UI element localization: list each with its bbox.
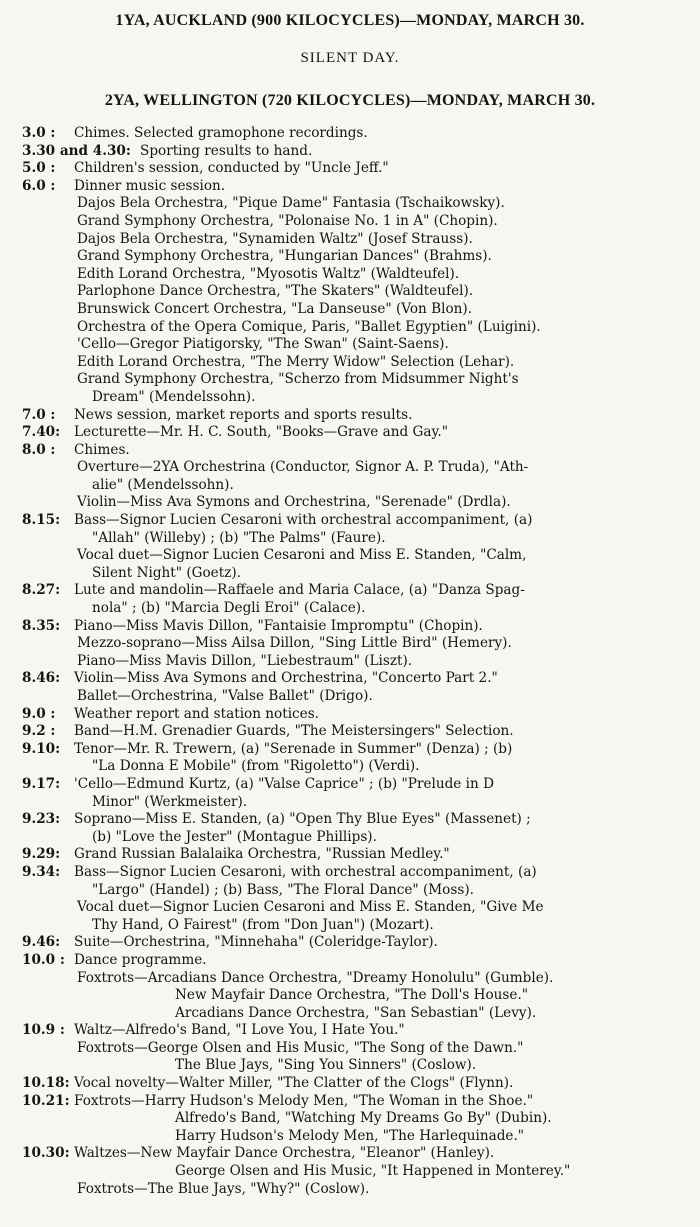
entry-time: 9.23:	[22, 811, 61, 828]
program-entry	[22, 864, 696, 882]
program-line: Dajos Bela Orchestra, "Pique Dame" Fantasia (Tschaikowsky).	[77, 195, 505, 212]
program-line: The Blue Jays, "Sing You Sinners" (Coslow).	[175, 1057, 477, 1074]
program-line: Arcadians Dance Orchestra, "San Sebastian" (Levy).	[175, 1004, 537, 1021]
entry-text: 'Cello—Edmund Kurtz, (a) "Valse Caprice" ; (b) "Prelude in D	[74, 775, 494, 792]
program-line: Silent Night" (Goetz).	[92, 564, 241, 581]
program-line: Harry Hudson's Melody Men, "The Harlequinade."	[175, 1127, 525, 1144]
entry-text: Dance programme.	[74, 951, 207, 968]
program-line: "Allah" (Willeby) ; (b) "The Palms" (Faure).	[92, 529, 386, 546]
program-entry	[22, 407, 696, 425]
program-line: Grand Symphony Orchestra, "Scherzo from Midsummer Night's	[77, 371, 519, 388]
program-line: alie" (Mendelssohn).	[92, 476, 234, 493]
entry-time: 10.0 :	[22, 951, 65, 968]
entry-text: Dinner music session.	[74, 177, 226, 194]
entry-text: Grand Russian Balalaika Orchestra, "Russian Medley."	[74, 846, 450, 863]
entry-time: 10.9 :	[22, 1022, 65, 1039]
entry-text: Lute and mandolin—Raffaele and Maria Calace, (a) "Danza Spag-	[74, 582, 525, 599]
program-entry	[22, 442, 696, 460]
entry-text: Suite—Orchestrina, "Minnehaha" (Coleridge-Taylor).	[74, 934, 438, 951]
program-line: 'Cello—Gregor Piatigorsky, "The Swan" (Saint-Saens).	[77, 336, 449, 353]
entry-time: 8.35:	[22, 617, 61, 634]
program-line: Violin—Miss Ava Symons and Orchestrina, "Serenade" (Drdla).	[77, 494, 511, 511]
program-entry	[22, 846, 696, 864]
program-line: Edith Lorand Orchestra, "The Merry Widow" Selection (Lehar).	[77, 353, 515, 370]
program-entry	[22, 741, 696, 759]
program-entry	[22, 512, 696, 530]
entry-time: 10.18:	[22, 1075, 70, 1092]
program-line: Overture—2YA Orchestrina (Conductor, Signor A. P. Truda), "Ath-	[77, 459, 529, 476]
program-line: Brunswick Concert Orchestra, "La Danseuse" (Von Blon).	[77, 300, 473, 317]
program-line: Thy Hand, O Fairest" (from "Don Juan") (Mozart).	[92, 916, 434, 933]
program-line: Vocal duet—Signor Lucien Cesaroni and Miss E. Standen, "Give Me	[77, 899, 544, 916]
entry-time: 3.30 and 4.30:	[22, 142, 131, 159]
entry-time: 5.0 :	[22, 160, 56, 177]
program-line: Ballet—Orchestrina, "Valse Ballet" (Drigo).	[77, 688, 373, 704]
program-entry	[22, 1022, 696, 1040]
entry-text: Tenor—Mr. R. Trewern, (a) "Serenade in Summer" (Denza) ; (b)	[74, 740, 513, 757]
program-line: Dream" (Mendelssohn).	[92, 388, 256, 405]
program-entry	[22, 582, 696, 600]
entry-time: 3.0 :	[22, 125, 56, 141]
program-line: George Olsen and His Music, "It Happened in Monterey."	[175, 1163, 571, 1180]
entry-text: Band—H.M. Grenadier Guards, "The Meistersingers" Selection.	[74, 723, 514, 740]
entry-time: 9.46:	[22, 934, 61, 951]
program-line: Piano—Miss Mavis Dillon, "Liebestraum" (Liszt).	[77, 652, 413, 669]
program-line: Foxtrots—Arcadians Dance Orchestra, "Dreamy Honolulu" (Gumble).	[77, 969, 554, 986]
program-line: New Mayfair Dance Orchestra, "The Doll's House."	[175, 987, 529, 1004]
entry-time: 7.0 :	[22, 406, 56, 423]
program-line: Edith Lorand Orchestra, "Myosotis Waltz" (Waldteufel).	[77, 265, 460, 282]
entry-time: 9.10:	[22, 740, 61, 757]
entry-time: 10.30:	[22, 1145, 70, 1162]
program-line: Parlophone Dance Orchestra, "The Skaters" (Waldteufel).	[77, 283, 474, 300]
entry-time: 9.29:	[22, 846, 61, 863]
entry-text: Bass—Signor Lucien Cesaroni, with orchestral accompaniment, (a)	[74, 863, 537, 880]
program-entry	[22, 1075, 696, 1093]
station-header-2ya: 2YA, WELLINGTON (720 KILOCYCLES)—MONDAY, MARCH 30.	[104, 92, 596, 109]
program-entry	[22, 1093, 696, 1111]
entry-text: News session, market reports and sports results.	[74, 406, 413, 423]
entry-time: 6.0 :	[22, 177, 56, 194]
entry-time: 10.21:	[22, 1092, 70, 1109]
silent-day-note: SILENT DAY.	[300, 50, 400, 66]
program-entry	[22, 952, 696, 970]
program-entry	[22, 723, 696, 741]
entry-time: 8.15:	[22, 512, 61, 529]
program-entry	[22, 178, 696, 196]
program-entry	[22, 706, 696, 724]
program-entry	[22, 160, 696, 178]
program-line: Foxtrots—George Olsen and His Music, "The Song of the Dawn."	[77, 1039, 524, 1056]
program-listing	[22, 125, 696, 1198]
entry-time: 9.17:	[22, 775, 61, 792]
program-line: Minor" (Werkmeister).	[92, 793, 248, 810]
entry-time: 9.0 :	[22, 705, 56, 722]
entry-text: Weather report and station notices.	[74, 705, 320, 722]
entry-text: Waltz—Alfredo's Band, "I Love You, I Hate You."	[74, 1022, 405, 1039]
entry-text: Chimes.	[74, 441, 130, 458]
entry-time: 9.2 :	[22, 723, 56, 740]
station-header-1ya: 1YA, AUCKLAND (900 KILOCYCLES)—MONDAY, MARCH 30.	[115, 12, 585, 29]
entry-text: Foxtrots—Harry Hudson's Melody Men, "The Woman in the Shoe."	[74, 1092, 534, 1109]
entry-time: 8.46:	[22, 670, 61, 687]
entry-text: Piano—Miss Mavis Dillon, "Fantaisie Impromptu" (Chopin).	[74, 617, 483, 634]
program-line: "La Donna E Mobile" (from "Rigoletto") (Verdi).	[92, 758, 420, 775]
entry-text: Lecturette—Mr. H. C. South, "Books—Grave and Gay."	[74, 424, 448, 441]
entry-text: Soprano—Miss E. Standen, (a) "Open Thy Blue Eyes" (Massenet) ;	[74, 811, 531, 828]
entry-time: 8.0 :	[22, 441, 56, 458]
entry-text: Violin—Miss Ava Symons and Orchestrina, "Concerto Part 2."	[74, 670, 498, 687]
program-line: Orchestra of the Opera Comique, Paris, "Ballet Egyptien" (Luigini).	[77, 318, 541, 335]
program-line: Dajos Bela Orchestra, "Synamiden Waltz" (Josef Strauss).	[77, 230, 473, 247]
entry-time: 7.40:	[22, 424, 61, 441]
program-line: "Largo" (Handel) ; (b) Bass, "The Floral Dance" (Moss).	[92, 881, 474, 898]
program-line: Grand Symphony Orchestra, "Polonaise No. 1 in A" (Chopin).	[77, 212, 498, 229]
entry-time: 8.27:	[22, 582, 61, 599]
program-line: Grand Symphony Orchestra, "Hungarian Dances" (Brahms).	[77, 248, 492, 265]
program-line: nola" ; (b) "Marcia Degli Eroi" (Calace).	[92, 600, 366, 617]
program-line: Mezzo-soprano—Miss Ailsa Dillon, "Sing Little Bird" (Hemery).	[77, 635, 512, 652]
program-entry	[22, 125, 696, 143]
program-entry	[22, 1145, 696, 1163]
program-entry	[22, 670, 696, 688]
entry-text: Waltzes—New Mayfair Dance Orchestra, "Eleanor" (Hanley).	[74, 1145, 495, 1162]
program-entry	[22, 424, 696, 442]
entry-text: Chimes. Selected gramophone recordings.	[74, 125, 368, 141]
program-line: Vocal duet—Signor Lucien Cesaroni and Miss E. Standen, "Calm,	[77, 547, 527, 564]
entry-text: Children's session, conducted by "Uncle Jeff."	[74, 160, 389, 177]
program-entry	[22, 776, 696, 794]
entry-text: Sporting results to hand.	[140, 142, 313, 159]
entry-text: Bass—Signor Lucien Cesaroni with orchestral accompaniment, (a)	[74, 512, 533, 529]
entry-time: 9.34:	[22, 863, 61, 880]
program-line: Alfredo's Band, "Watching My Dreams Go By" (Dubin).	[175, 1110, 552, 1127]
program-entry	[22, 934, 696, 952]
entry-text: Vocal novelty—Walter Miller, "The Clatter of the Clogs" (Flynn).	[74, 1075, 514, 1092]
program-entry	[22, 811, 696, 829]
program-entry	[22, 618, 696, 636]
program-line: (b) "Love the Jester" (Montague Phillips).	[92, 828, 377, 845]
program-entry	[22, 143, 696, 161]
program-line: Foxtrots—The Blue Jays, "Why?" (Coslow).	[77, 1180, 370, 1197]
